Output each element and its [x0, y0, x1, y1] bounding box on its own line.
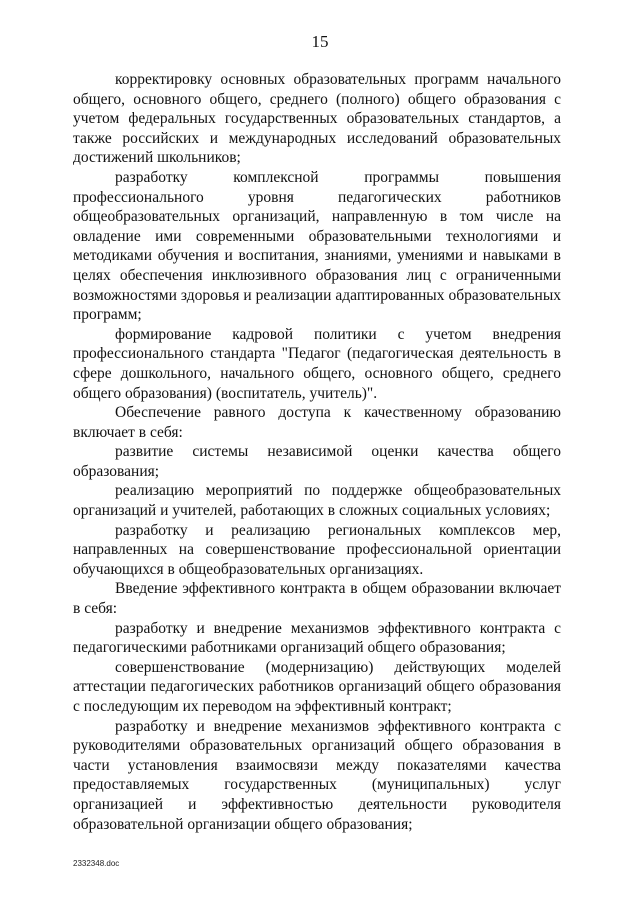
paragraph-2: разработку комплексной программы повышения профессионального уровня педагогических работников общеобразовательных организаций, направленную в том числе на овладение ими современными образовательными технологиями и методиками обучения и воспитания, знаниями, умениями и навыками в целях обеспечения инклюзивного образования лиц с ограниченными возможностями здоровья и реализации адаптированных образовательных программ; [73, 168, 561, 324]
paragraph-4: Обеспечение равного доступа к качественному образованию включает в себя: [73, 404, 561, 441]
paragraph-9: разработку и внедрение механизмов эффективного контракта с педагогическими работниками организаций общего образования; [73, 619, 561, 657]
paragraph-5: развитие системы независимой оценки качества общего образования; [73, 443, 561, 480]
paragraph-10: совершенствование (модернизацию) действующих моделей аттестации педагогических работников организаций общего образования с последующим их переводом на эффективный контракт; [73, 658, 561, 715]
paragraph-8: Введение эффективного контракта в общем образовании включает в себя: [73, 580, 561, 618]
document-body [73, 70, 561, 834]
paragraph-6: реализацию мероприятий по поддержке общеобразовательных организаций и учителей, работающих в сложных социальных условиях; [73, 482, 561, 520]
paragraph-7: разработку и реализацию региональных комплексов мер, направленных на совершенствование профессиональной ориентации обучающихся в общеобразовательных организациях. [73, 521, 561, 578]
paragraph-3: формирование кадровой политики с учетом внедрения профессионального стандарта "Педагог (педагогическая деятельность в сфере дошкольного, начального общего, основного общего, среднего общего образования) (воспитатель, учитель)". [73, 325, 561, 402]
footer-filename: 2332348.doc [73, 859, 120, 868]
page-number: 15 [311, 32, 329, 51]
paragraph-11: разработку и внедрение механизмов эффективного контракта с руководителями образовательных организаций общего образования в части установления взаимосвязи между показателями качества предоставляемых государственных (муниципальных) услуг организацией и эффективностью деятельности руководителя образовательной организации общего образования; [73, 717, 561, 833]
paragraph-1: корректировку основных образовательных программ начального общего, основного общего, среднего (полного) общего образования с учетом федеральных государственных образовательных стандартов, а также российских и международных исследований образовательных достижений школьников; [73, 71, 561, 167]
